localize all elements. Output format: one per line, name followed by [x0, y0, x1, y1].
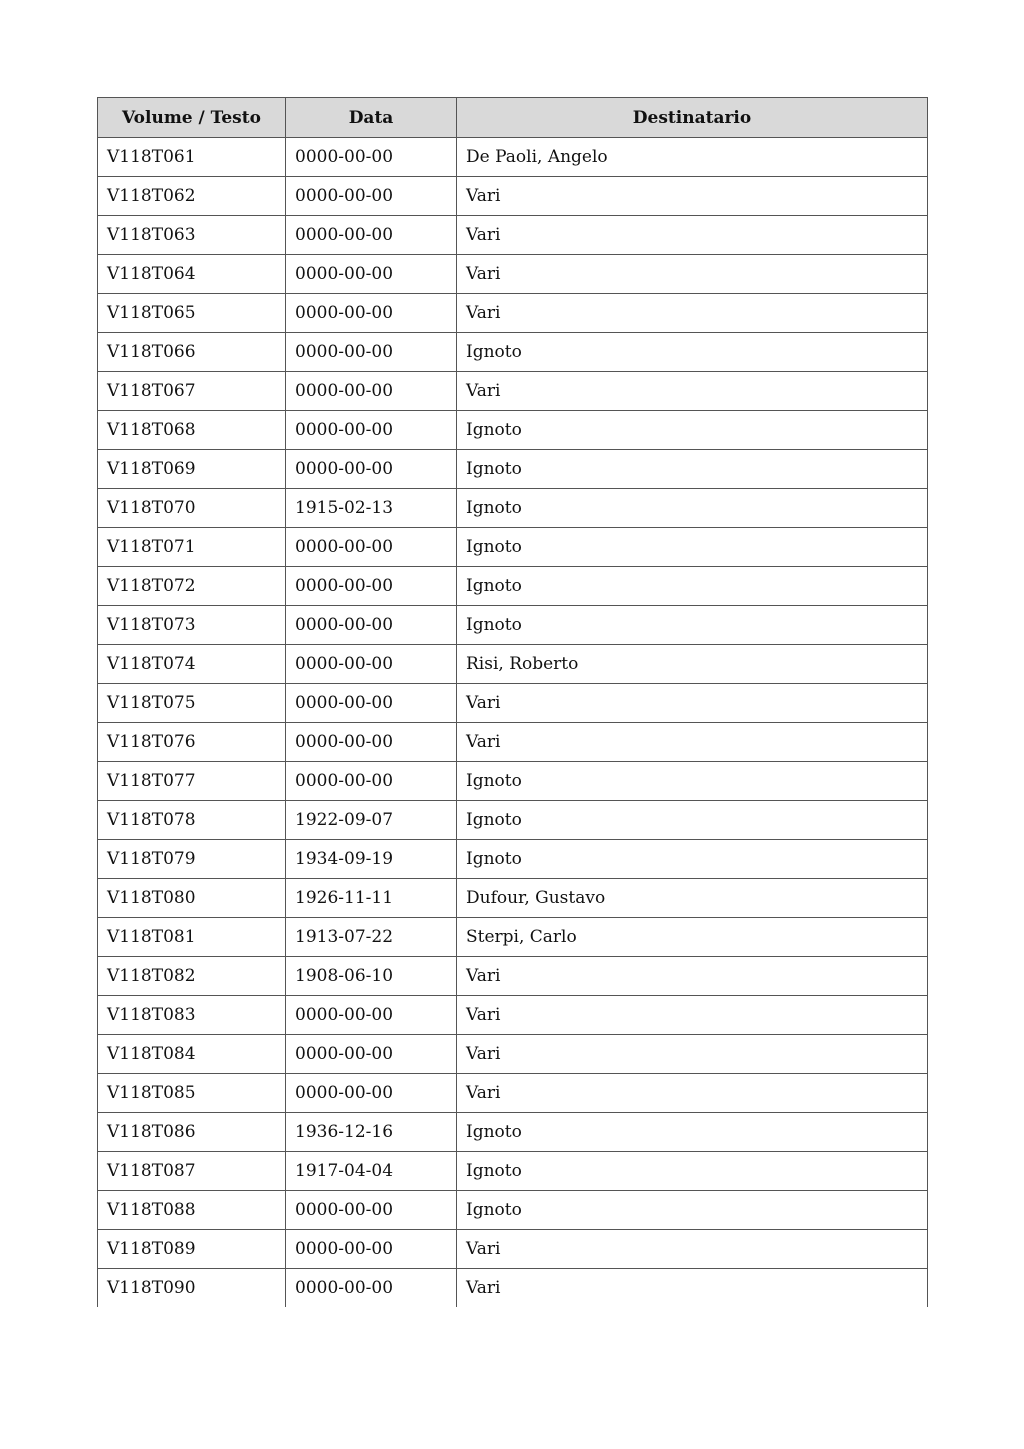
cell-data: 0000-00-00	[286, 1230, 457, 1269]
cell-data: 0000-00-00	[286, 411, 457, 450]
cell-volume-testo: V118T083	[98, 996, 286, 1035]
cell-destinatario: Vari	[457, 1269, 928, 1308]
cell-volume-testo: V118T085	[98, 1074, 286, 1113]
cell-volume-testo: V118T062	[98, 177, 286, 216]
cell-data: 0000-00-00	[286, 606, 457, 645]
cell-volume-testo: V118T074	[98, 645, 286, 684]
table-row	[98, 957, 928, 996]
cell-volume-testo: V118T065	[98, 294, 286, 333]
cell-destinatario: Vari	[457, 1230, 928, 1269]
cell-destinatario: Ignoto	[457, 1152, 928, 1191]
cell-volume-testo: V118T061	[98, 138, 286, 177]
cell-destinatario: De Paoli, Angelo	[457, 138, 928, 177]
table-row	[98, 450, 928, 489]
table-row	[98, 762, 928, 801]
table-row	[98, 255, 928, 294]
cell-data: 0000-00-00	[286, 645, 457, 684]
cell-destinatario: Ignoto	[457, 606, 928, 645]
table-row	[98, 1230, 928, 1269]
table-row	[98, 801, 928, 840]
cell-data: 0000-00-00	[286, 333, 457, 372]
cell-data: 1926-11-11	[286, 879, 457, 918]
cell-data: 0000-00-00	[286, 762, 457, 801]
cell-data: 0000-00-00	[286, 1269, 457, 1308]
cell-destinatario: Dufour, Gustavo	[457, 879, 928, 918]
header-volume-testo: Volume / Testo	[98, 98, 286, 138]
cell-volume-testo: V118T072	[98, 567, 286, 606]
cell-volume-testo: V118T066	[98, 333, 286, 372]
header-destinatario: Destinatario	[457, 98, 928, 138]
cell-destinatario: Ignoto	[457, 333, 928, 372]
cell-destinatario: Vari	[457, 372, 928, 411]
header-data: Data	[286, 98, 457, 138]
cell-volume-testo: V118T084	[98, 1035, 286, 1074]
cell-volume-testo: V118T076	[98, 723, 286, 762]
cell-destinatario: Ignoto	[457, 801, 928, 840]
cell-destinatario: Sterpi, Carlo	[457, 918, 928, 957]
table-row	[98, 411, 928, 450]
cell-volume-testo: V118T086	[98, 1113, 286, 1152]
cell-volume-testo: V118T073	[98, 606, 286, 645]
cell-destinatario: Vari	[457, 684, 928, 723]
table-row	[98, 138, 928, 177]
cell-destinatario: Vari	[457, 177, 928, 216]
cell-destinatario: Ignoto	[457, 840, 928, 879]
cell-volume-testo: V118T080	[98, 879, 286, 918]
cell-destinatario: Vari	[457, 723, 928, 762]
table-row	[98, 723, 928, 762]
cell-destinatario: Ignoto	[457, 489, 928, 528]
table-row	[98, 489, 928, 528]
table-row	[98, 372, 928, 411]
table-row	[98, 294, 928, 333]
cell-destinatario: Ignoto	[457, 567, 928, 606]
table-row	[98, 840, 928, 879]
cell-destinatario: Vari	[457, 1035, 928, 1074]
cell-destinatario: Vari	[457, 255, 928, 294]
cell-data: 0000-00-00	[286, 372, 457, 411]
table-row	[98, 177, 928, 216]
cell-destinatario: Vari	[457, 1074, 928, 1113]
cell-data: 0000-00-00	[286, 684, 457, 723]
cell-data: 0000-00-00	[286, 528, 457, 567]
table-header-row	[98, 98, 928, 138]
cell-destinatario: Ignoto	[457, 762, 928, 801]
cell-data: 0000-00-00	[286, 723, 457, 762]
cell-data: 0000-00-00	[286, 138, 457, 177]
cell-volume-testo: V118T075	[98, 684, 286, 723]
cell-data: 0000-00-00	[286, 567, 457, 606]
cell-volume-testo: V118T090	[98, 1269, 286, 1308]
table-row	[98, 333, 928, 372]
cell-data: 0000-00-00	[286, 996, 457, 1035]
cell-data: 1913-07-22	[286, 918, 457, 957]
table-row	[98, 879, 928, 918]
cell-destinatario: Vari	[457, 294, 928, 333]
cell-volume-testo: V118T078	[98, 801, 286, 840]
cell-volume-testo: V118T071	[98, 528, 286, 567]
cell-destinatario: Vari	[457, 216, 928, 255]
cell-destinatario: Vari	[457, 996, 928, 1035]
cell-data: 0000-00-00	[286, 1035, 457, 1074]
cell-volume-testo: V118T063	[98, 216, 286, 255]
cell-volume-testo: V118T082	[98, 957, 286, 996]
cell-data: 1922-09-07	[286, 801, 457, 840]
cell-data: 0000-00-00	[286, 294, 457, 333]
table-row	[98, 918, 928, 957]
cell-volume-testo: V118T069	[98, 450, 286, 489]
cell-destinatario: Ignoto	[457, 528, 928, 567]
table-row	[98, 684, 928, 723]
records-table	[97, 97, 928, 1307]
table-row	[98, 645, 928, 684]
cell-volume-testo: V118T087	[98, 1152, 286, 1191]
cell-data: 1915-02-13	[286, 489, 457, 528]
cell-data: 0000-00-00	[286, 450, 457, 489]
table-row	[98, 1152, 928, 1191]
cell-destinatario: Risi, Roberto	[457, 645, 928, 684]
cell-destinatario: Ignoto	[457, 450, 928, 489]
cell-volume-testo: V118T081	[98, 918, 286, 957]
cell-volume-testo: V118T079	[98, 840, 286, 879]
cell-volume-testo: V118T089	[98, 1230, 286, 1269]
cell-data: 1936-12-16	[286, 1113, 457, 1152]
cell-volume-testo: V118T067	[98, 372, 286, 411]
cell-data: 0000-00-00	[286, 1074, 457, 1113]
table-row	[98, 1269, 928, 1308]
cell-data: 0000-00-00	[286, 255, 457, 294]
cell-destinatario: Ignoto	[457, 411, 928, 450]
table-body	[98, 138, 928, 1308]
cell-data: 0000-00-00	[286, 216, 457, 255]
cell-destinatario: Vari	[457, 957, 928, 996]
table-row	[98, 1035, 928, 1074]
cell-data: 1917-04-04	[286, 1152, 457, 1191]
cell-destinatario: Ignoto	[457, 1191, 928, 1230]
table-row	[98, 567, 928, 606]
cell-data: 1934-09-19	[286, 840, 457, 879]
cell-volume-testo: V118T064	[98, 255, 286, 294]
table-row	[98, 1074, 928, 1113]
cell-volume-testo: V118T077	[98, 762, 286, 801]
table-row	[98, 996, 928, 1035]
cell-data: 1908-06-10	[286, 957, 457, 996]
cell-data: 0000-00-00	[286, 177, 457, 216]
cell-volume-testo: V118T068	[98, 411, 286, 450]
table-row	[98, 216, 928, 255]
table-row	[98, 1191, 928, 1230]
cell-volume-testo: V118T088	[98, 1191, 286, 1230]
table-row	[98, 606, 928, 645]
cell-data: 0000-00-00	[286, 1191, 457, 1230]
table-row	[98, 528, 928, 567]
table-row	[98, 1113, 928, 1152]
cell-volume-testo: V118T070	[98, 489, 286, 528]
cell-destinatario: Ignoto	[457, 1113, 928, 1152]
